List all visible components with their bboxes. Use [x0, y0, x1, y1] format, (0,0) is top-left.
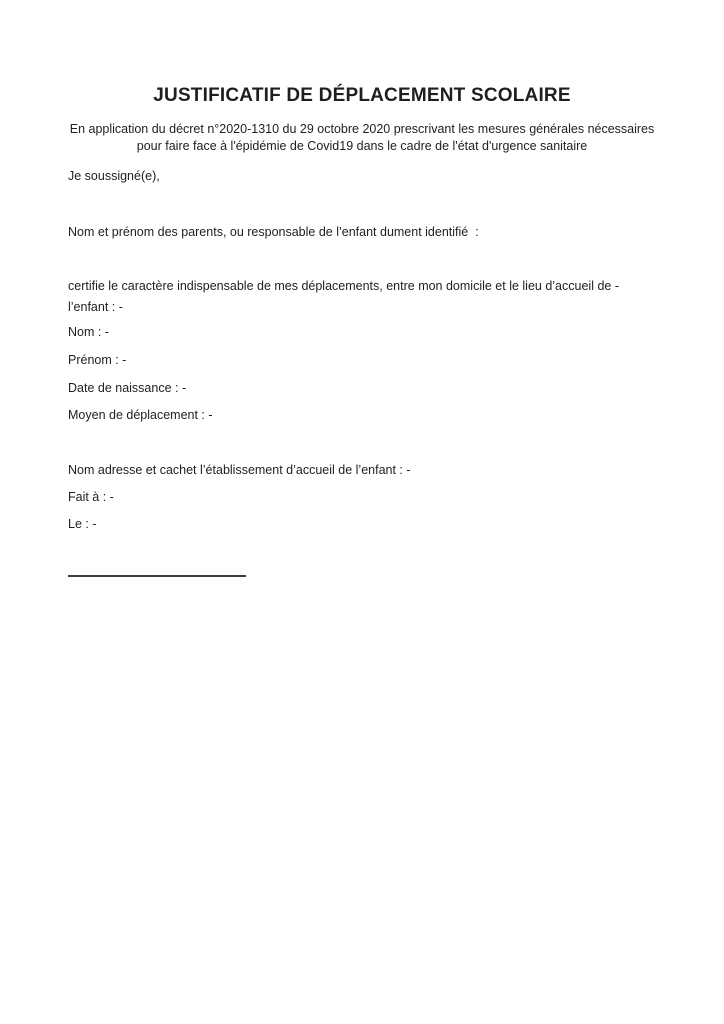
field-moyen-de-deplacement: Moyen de déplacement : -	[68, 408, 213, 422]
signature-line	[68, 575, 246, 577]
document-title: JUSTIFICATIF DE DÉPLACEMENT SCOLAIRE	[153, 85, 571, 106]
certify-statement-line: certifie le caractère indispensable de mes déplacements, entre mon domicile et le lieu d’accueil de - l’enfant : -	[68, 279, 623, 314]
intro-line: Je soussigné(e),	[68, 169, 160, 183]
document-subtitle: En application du décret n°2020-1310 du 29 octobre 2020 prescrivant les mesures générales nécessaires pour faire face à l'épidémie de Covid19 dans le cadre de l'état d'urgence sanitaire	[69, 122, 658, 153]
fait-a-line: Fait à : -	[68, 490, 114, 504]
le-line: Le : -	[68, 517, 97, 531]
field-nom: Nom : -	[68, 325, 109, 339]
parents-identification-line: Nom et prénom des parents, ou responsable de l’enfant dument identifié :	[68, 225, 479, 239]
field-prenom: Prénom : -	[68, 353, 127, 367]
establishment-line: Nom adresse et cachet l’établissement d’accueil de l’enfant : -	[68, 463, 411, 477]
field-date-de-naissance: Date de naissance : -	[68, 381, 187, 395]
